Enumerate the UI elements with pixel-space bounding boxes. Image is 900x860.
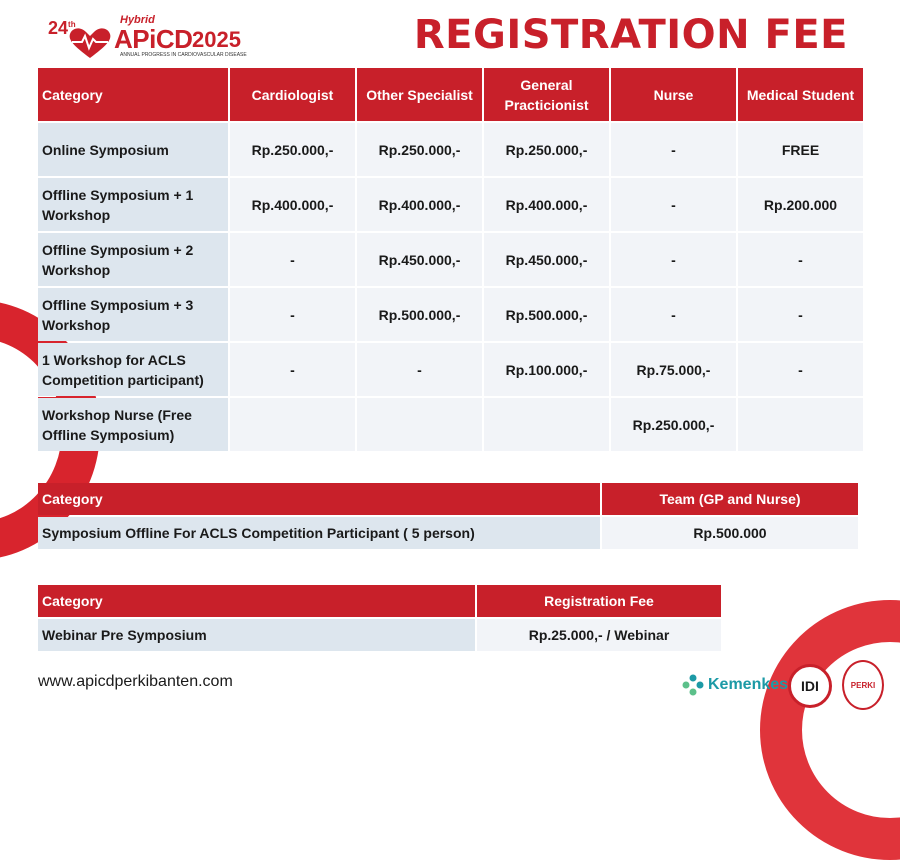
logo-name: APiCD	[114, 24, 193, 54]
table-row	[38, 123, 863, 176]
table-row	[38, 517, 858, 549]
kemenkes-icon	[682, 674, 704, 696]
table-header-row	[38, 68, 863, 121]
table-row	[38, 343, 863, 396]
header-other-specialist: Other Specialist	[357, 68, 482, 121]
table-cell: -	[611, 233, 736, 286]
website-link[interactable]: www.apicdperkibanten.com	[38, 673, 233, 690]
table-cell: Rp.400.000,-	[230, 178, 355, 231]
heart-pulse-icon	[66, 26, 114, 60]
table-cell	[357, 398, 482, 451]
table-cell: -	[611, 288, 736, 341]
table-cell: Rp.400.000,-	[357, 178, 482, 231]
table-cell: -	[611, 178, 736, 231]
table-cell	[738, 398, 863, 451]
table-row	[38, 288, 863, 341]
apicd-logo	[48, 14, 258, 66]
header-general-practitioner: General Practicionist	[484, 68, 609, 121]
logo-year: 2025	[192, 27, 241, 52]
row-category: Symposium Offline For ACLS Competition Participant ( 5 person)	[38, 517, 600, 549]
table-cell	[230, 398, 355, 451]
table-cell: -	[738, 288, 863, 341]
idi-logo: IDI	[788, 664, 832, 708]
fee-table-webinar	[36, 583, 723, 653]
table-cell: Rp.500.000,-	[484, 288, 609, 341]
table-header-row	[38, 483, 858, 515]
table-cell: Rp.250.000,-	[357, 123, 482, 176]
table-cell: Rp.450.000,-	[484, 233, 609, 286]
table-cell: FREE	[738, 123, 863, 176]
header-nurse: Nurse	[611, 68, 736, 121]
row-category: 1 Workshop for ACLS Competition participant)	[38, 343, 228, 396]
row-category: Online Symposium	[38, 123, 228, 176]
table-row	[38, 233, 863, 286]
table-cell: -	[357, 343, 482, 396]
table-cell: Rp.400.000,-	[484, 178, 609, 231]
table-cell: Rp.500.000,-	[357, 288, 482, 341]
table-cell: Rp.250.000,-	[484, 123, 609, 176]
logo-edition: 24th	[48, 18, 76, 38]
fee-table-team	[36, 481, 860, 551]
logo-tagline: ANNUAL PROGRESS IN CARDIOVASCULAR DISEASE	[120, 52, 247, 58]
table-cell: Rp.500.000	[602, 517, 858, 549]
header-category: Category	[38, 483, 600, 515]
row-category: Offline Symposium + 3 Workshop	[38, 288, 228, 341]
header-team: Team (GP and Nurse)	[602, 483, 858, 515]
fee-table-main	[36, 66, 865, 453]
page-title: REGISTRATION FEE	[413, 12, 848, 58]
logo-hybrid: Hybrid	[120, 14, 155, 26]
table-header-row	[38, 585, 721, 617]
table-cell: -	[230, 233, 355, 286]
table-cell: -	[738, 233, 863, 286]
kemenkes-logo	[682, 674, 788, 696]
header-registration-fee: Registration Fee	[477, 585, 721, 617]
row-category: Offline Symposium + 1 Workshop	[38, 178, 228, 231]
header-category: Category	[38, 585, 475, 617]
table-cell: Rp.450.000,-	[357, 233, 482, 286]
table-cell: -	[230, 288, 355, 341]
header-category: Category	[38, 68, 228, 121]
row-category: Offline Symposium + 2 Workshop	[38, 233, 228, 286]
table-cell: Rp.250.000,-	[230, 123, 355, 176]
header-medical-student: Medical Student	[738, 68, 863, 121]
decorative-ring-right	[760, 600, 900, 860]
kemenkes-label: Kemenkes	[708, 676, 789, 693]
row-category: Workshop Nurse (Free Offline Symposium)	[38, 398, 228, 451]
perki-logo: PERKI	[842, 660, 884, 710]
table-cell: Rp.200.000	[738, 178, 863, 231]
header-cardiologist: Cardiologist	[230, 68, 355, 121]
table-cell: -	[611, 123, 736, 176]
table-row	[38, 398, 863, 451]
table-cell: -	[230, 343, 355, 396]
table-cell: Rp.75.000,-	[611, 343, 736, 396]
table-cell: Rp.100.000,-	[484, 343, 609, 396]
row-category: Webinar Pre Symposium	[38, 619, 475, 651]
table-row	[38, 619, 721, 651]
table-cell: Rp.25.000,- / Webinar	[477, 619, 721, 651]
table-cell: Rp.250.000,-	[611, 398, 736, 451]
table-cell	[484, 398, 609, 451]
table-row	[38, 178, 863, 231]
table-cell: -	[738, 343, 863, 396]
